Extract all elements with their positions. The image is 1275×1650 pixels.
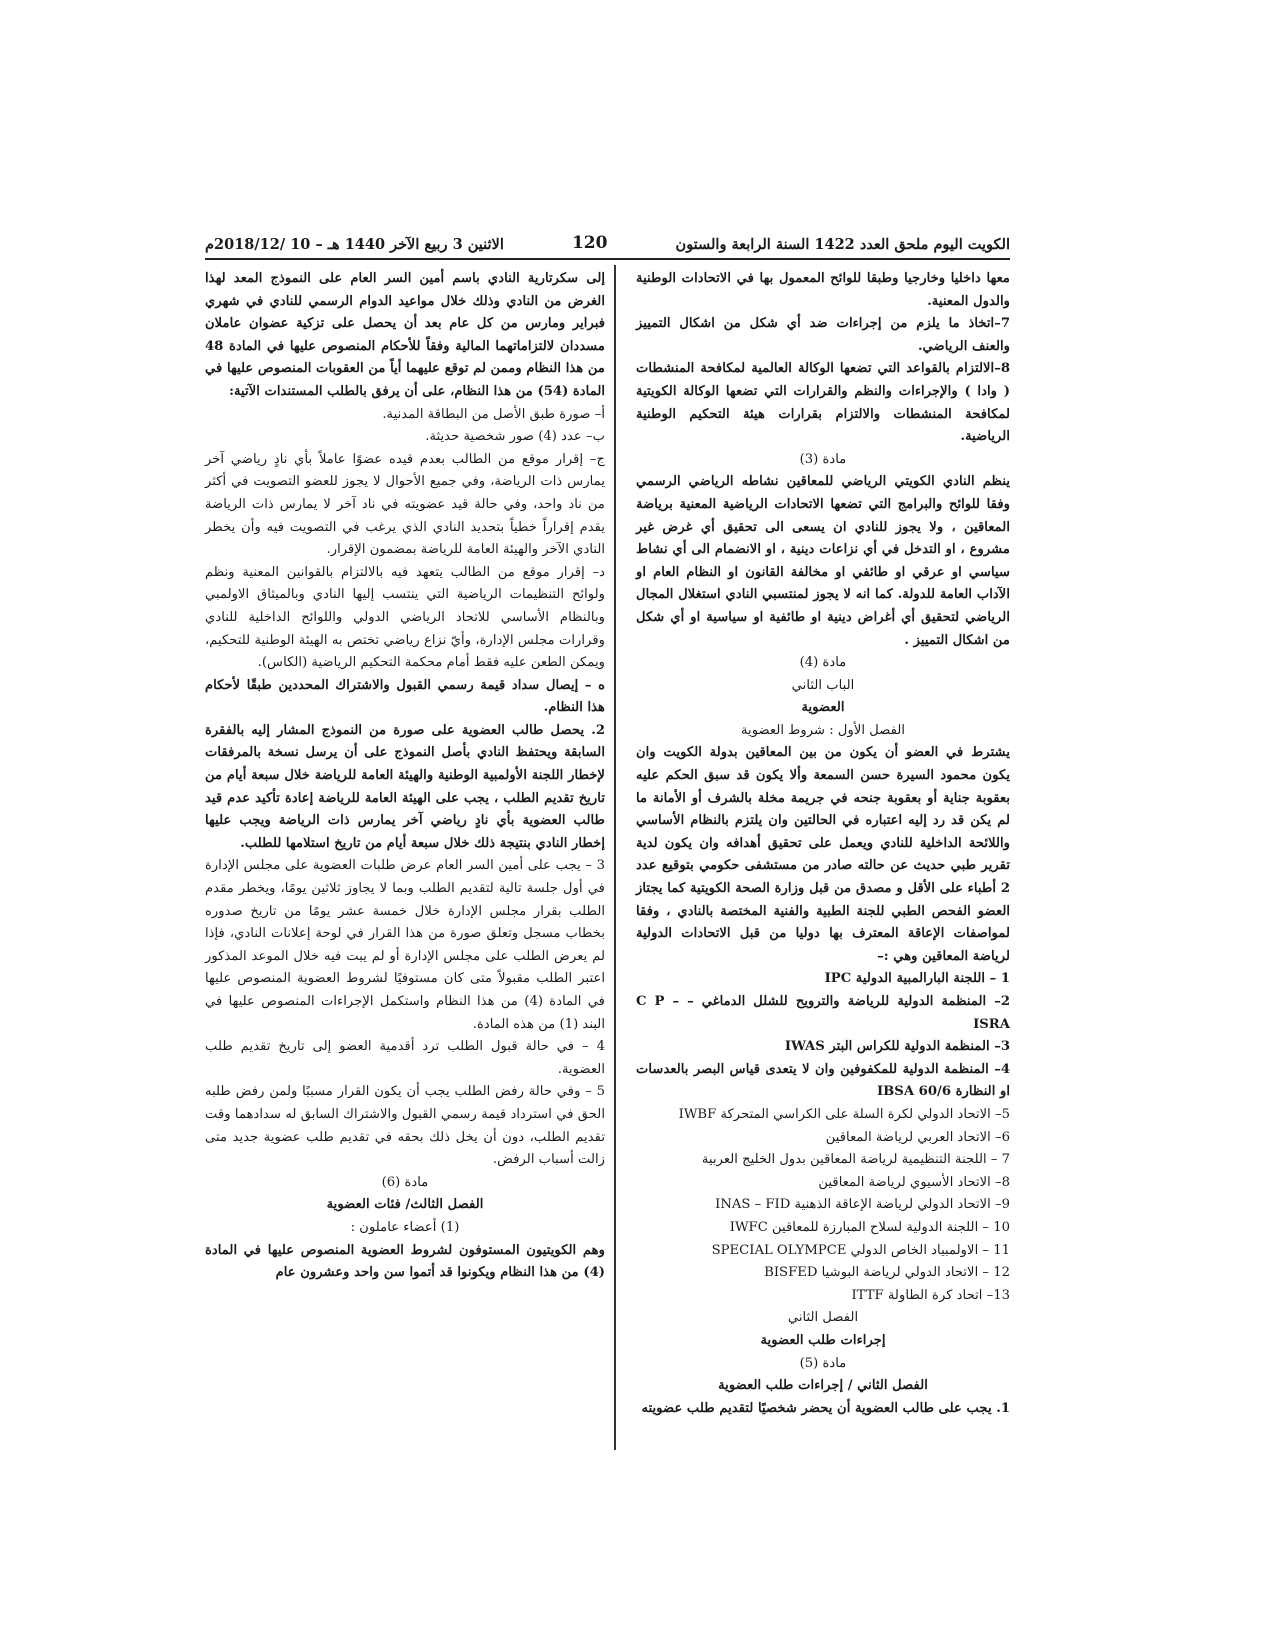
paragraph: 1 – اللجنة البارالمبية الدولية IPC <box>824 971 1010 987</box>
paragraph: إجراءات طلب العضوية <box>760 1332 886 1348</box>
paragraph: 10 – اللجنة الدولية لسلاح المبارزة للمعاقين IWFC <box>729 1219 1010 1235</box>
column-divider <box>614 265 616 1450</box>
paragraph: الفصل الأول : شروط العضوية <box>740 722 906 738</box>
paragraph: إلى سكرتارية النادي باسم أمين السر العام على النموذج المعد لهذا الغرض من النادي وذلك خلال مواعيد الدوام الرسمي للنادي في شهري فبراير ومارس من كل عام بعد أن يحصل على تزكية عضوان عاملان مسددان لالتزاماتهما المالية وفقاً للأحكام المنصوص عليها في المادة 48 من هذا النظام وممن لم توقع عليهما أياً من العقوبات المنصوص عليها في المادة (54) من هذا النظام، على أن يرفق بالطلب المستندات الآتية: <box>205 271 605 399</box>
paragraph: 11 – الاولمبياد الخاص الدولي SPECIAL OLYMPCE <box>711 1242 1010 1258</box>
paragraph: الباب الثاني <box>791 677 855 693</box>
paragraph: 3– المنظمة الدولية للكراس البتر IWAS <box>784 1039 1010 1055</box>
paragraph: 4– المنظمة الدولية للمكفوفين وان لا يتعدى قياس البصر بالعدسات او النظارة IBSA 60/6 <box>636 1061 1010 1100</box>
paragraph: العضوية <box>801 700 845 716</box>
paragraph: يشترط في العضو أن يكون من بين المعاقين بدولة الكويت وان يكون محمود السيرة حسن السمعة وألا يكون قد سبق الحكم عليه بعقوبة جناية أو بعقوبة جنحه في جريمة مخلة بالشرف أو الأمانة ما لم يكن قد رد إليه اعتباره في الحالتين وان يلتزم بالنظام الأساسي واللائحة الداخلية للنادي ويعمل على تحقيق أهدافه وان يكون لدية تقرير طبي حديث عن حالته صادر من مستشفى حكومي بتوقيع عدد 2 أطباء على الأقل و مصدق من قبل وزارة الصحة الكويتية كما يجتاز العضو الفحص الطبي للجنة الطبية والفنية المختصة بالنادي ، وفقا لمواصفات الإعاقة المعترف بها دوليا من قبل الاتحادات الدولية لرياضة المعاقين وهي :– <box>636 745 1010 964</box>
paragraph: مادة (6) <box>381 1174 429 1190</box>
paragraph: 3 – يجب على أمين السر العام عرض طلبات العضوية على مجلس الإدارة في أول جلسة تالية لتقديم الطلب وبما لا يجاوز ثلاثين يومًا، ويخطر مقدم الطلب بقرار مجلس الإدارة خلال خمسة عشر يومًا من تاريخ صدوره بخطاب مسجل وتعلق صورة من هذا القرار في لوحة إعلانات النادي، فإذا لم يعرض الطلب على مجلس الإدارة أو لم يبت فيه خلال الموعد المذكور اعتبر الطلب مقبولاً متى كان مستوفيًا لشروط العضوية المنصوص عليها في المادة (4) من هذا النظام واستكمل الإجراءات المنصوص عليها في البند (1) من هذه المادة. <box>205 858 605 1032</box>
paragraph: ب– عدد (4) صور شخصية حديثة. <box>425 429 605 445</box>
paragraph: الفصل الثاني / إجراءات طلب العضوية <box>718 1378 928 1394</box>
header-publication: الكويت اليوم ملحق العدد 1422 السنة الرابعة والستون <box>675 236 1010 253</box>
paragraph: 7 – اللجنة التنظيمية لرياضة المعاقين بدول الخليج العربية <box>701 1152 1010 1168</box>
paragraph: ه – إيصال سداد قيمة رسمي القبول والاشتراك المحددين طبقًا لأحكام هذا النظام. <box>205 677 605 716</box>
paragraph: 6– الاتحاد العربي لرياضة المعاقين <box>825 1129 1010 1145</box>
paragraph: 12 – الاتحاد الدولي لرياضة البوشيا BISFED <box>764 1265 1010 1281</box>
paragraph: 4 – في حالة قبول الطلب ترد أقدمية العضو إلى تاريخ تقديم طلب العضوية. <box>205 1039 605 1077</box>
paragraph: مادة (5) <box>799 1355 847 1371</box>
paragraph: 5– الاتحاد الدولي لكرة السلة على الكراسي المتحركة IWBF <box>678 1106 1010 1122</box>
paragraph: الفصل الثاني <box>787 1310 859 1326</box>
paragraph: 5 – وفي حالة رفض الطلب يجب أن يكون القرار مسببًا ولمن رفض طلبه الحق في استرداد قيمة رسمي القبول والاشتراك السابق له سدادهما وقت تقديم الطلب، دون أن يخل ذلك بحقه في تقديم طلب عضوية جديد متى زالت أسباب الرفض. <box>205 1084 605 1168</box>
paragraph: د– إقرار موقع من الطالب يتعهد فيه بالالتزام بالقوانين المعنية ونظم ولوائح التنظيمات الرياضية التي ينتسب إليها النادي وبالميثاق الاولمبي وبالنظام الأساسي للاتحاد الرياضي الدولي واللوائح الداخلية للنادي وقرارات مجلس الإدارة، وأيّ نزاع رياضي تختص به الهيئة الوطنية للتحكيم، ويمكن الطعن عليه فقط أمام محكمة التحكيم الرياضية (الكاس). <box>205 564 605 671</box>
right-column <box>636 268 1010 1420</box>
paragraph: 8– الاتحاد الأسيوي لرياضة المعاقين <box>818 1174 1010 1190</box>
paragraph: 13– اتحاد كرة الطاولة ITTF <box>851 1287 1010 1303</box>
paragraph: 9– الاتحاد الدولي لرياضة الإعاقة الذهنية INAS – FID <box>715 1197 1010 1213</box>
page-header <box>205 230 1010 260</box>
paragraph: ج– إقرار موقع من الطالب بعدم قيده عضوًا عاملاً بأي نادٍ رياضي آخر يمارس ذات الرياضة، وفي جميع الأحوال لا يجوز للعضو التصويت في أكثر من ناد واحد، وفي حالة قيد عضويته في ناد آخر لا يمارس ذات الرياضة يقدم إقراراً خطياً بتحديد النادي الذي يرغب في التصويت فيه وأن يخطر النادي الآخر والهيئة العامة للرياضة بمضمون الإقرار. <box>205 451 605 558</box>
paragraph: 2– المنظمة الدولية للرياضة والترويح للشلل الدماغي – C P – ISRA <box>636 994 1010 1032</box>
paragraph: أ– صورة طبق الأصل من البطاقة المدنية. <box>382 406 605 422</box>
paragraph: (1) أعضاء عاملون : <box>350 1219 460 1235</box>
page-number: 120 <box>571 233 608 253</box>
paragraph: 8–الالتزام بالقواعد التي تضعها الوكالة العالمية لمكافحة المنشطات ( وادا ) والإجراءات والنظم والقرارات التي تضعها الوكالة الكويتية لمكافحة المنشطات والالتزام بقرارات هيئة التحكيم الوطنية الرياضية. <box>636 361 1010 445</box>
paragraph: وهم الكويتيون المستوفون لشروط العضوية المنصوص عليها في المادة (4) من هذا النظام ويكونوا قد أتموا سن واحد وعشرون عام <box>205 1242 605 1281</box>
paragraph: ينظم النادي الكويتي الرياضي للمعاقين نشاطه الرياضي الرسمي وفقا للوائح والبرامج التي تضعها الاتحادات الرياضية المعنية برياضة المعاقين ، ولا يجوز للنادي ان يسعى الى تحقيق أي غرض غير مشروع ، او التدخل في أي نزاعات دينية ، او الانضمام الى أي نشاط سياسي او عرقي او طائفي او مخالفة القانون او النظام العام او الآداب العامة للدولة. كما انه لا يجوز لمنتسبي النادي استغلال المجال الرياضي لتحقيق أي أغراض دينية او طائفية او سياسية او أي شكل من اشكال التمييز . <box>636 474 1010 648</box>
header-date: الاثنين 3 ربيع الآخر 1440 هـ – 10 /2018/12م <box>205 236 504 253</box>
paragraph: مادة (3) <box>799 451 847 467</box>
paragraph: الفصل الثالث/ فئات العضوية <box>326 1197 484 1213</box>
paragraph: معها داخليا وخارجيا وطبقا للوائح المعمول بها في الاتحادات الوطنية والدول المعنية. <box>636 271 1010 309</box>
left-column <box>205 268 605 1285</box>
paragraph: مادة (4) <box>799 655 847 671</box>
paragraph: 1. يجب على طالب العضوية أن يحضر شخصيًا لتقديم طلب عضويته <box>641 1400 1010 1416</box>
paragraph: 2. يحصل طالب العضوية على صورة من النموذج المشار إليه بالفقرة السابقة ويحتفظ النادي بأصل النموذج على أن يرسل نسخة بالمرفقات لإخطار اللجنة الأولمبية الوطنية والهيئة العامة للرياضة خلال سبعة أيام من تاريخ تقديم الطلب ، يجب على الهيئة العامة للرياضة إعادة تأكيد عدم قيد طالب العضوية بأي نادٍ رياضي آخر يمارس ذات الرياضة ويجب عليها إخطار النادي بنتيجة ذلك خلال سبعة أيام من تاريخ استلامها للطلب. <box>205 722 605 851</box>
paragraph: 7–اتخاذ ما يلزم من إجراءات ضد أي شكل من اشكال التمييز والعنف الرياضي. <box>636 316 1010 354</box>
